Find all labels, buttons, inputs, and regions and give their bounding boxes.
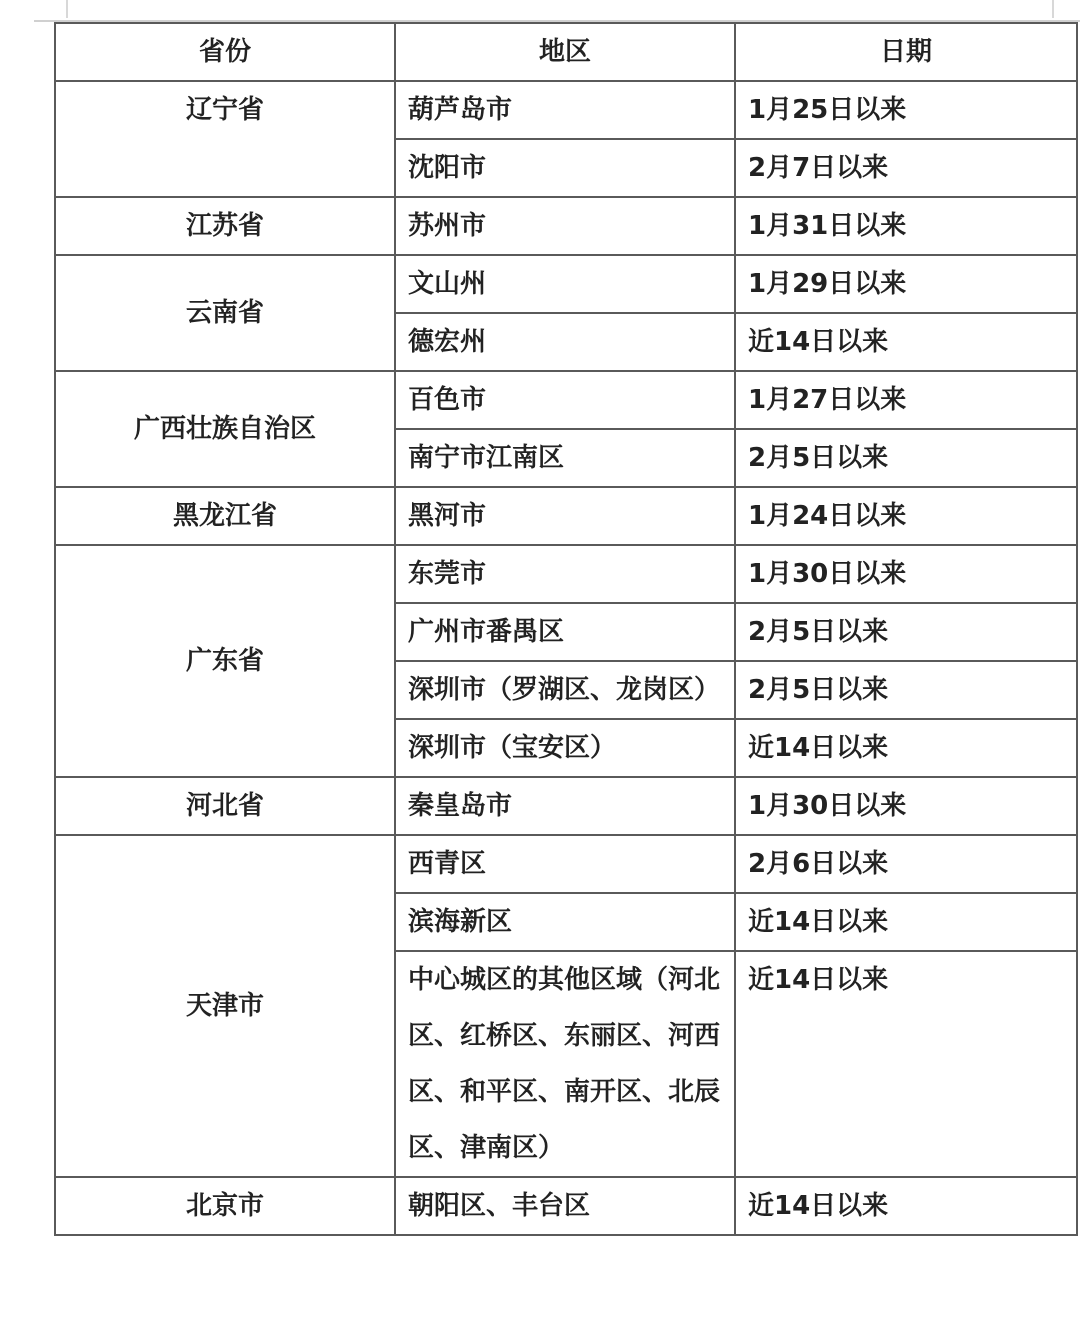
area-cell: 黑河市 [395,487,735,545]
area-cell: 东莞市 [395,545,735,603]
table-row [55,1177,1077,1235]
date-cell: 1月29日以来 [735,255,1077,313]
date-cell: 近14日以来 [735,893,1077,951]
table-row [55,487,1077,545]
area-cell: 广州市番禺区 [395,603,735,661]
province-cell: 辽宁省 [55,81,395,197]
area-cell: 南宁市江南区 [395,429,735,487]
province-cell: 江苏省 [55,197,395,255]
table-body [55,81,1077,1235]
date-cell: 1月31日以来 [735,197,1077,255]
area-cell: 葫芦岛市 [395,81,735,139]
date-cell: 1月24日以来 [735,487,1077,545]
region-table [54,22,1078,1236]
table-header [55,23,1077,81]
area-cell: 中心城区的其他区域（河北区、红桥区、东丽区、河西区、和平区、南开区、北辰区、津南区） [395,951,735,1177]
header-date: 日期 [735,23,1077,81]
date-cell: 近14日以来 [735,1177,1077,1235]
date-cell: 1月27日以来 [735,371,1077,429]
area-cell: 深圳市（罗湖区、龙岗区） [395,661,735,719]
area-cell: 苏州市 [395,197,735,255]
date-cell: 2月5日以来 [735,661,1077,719]
area-cell: 西青区 [395,835,735,893]
area-cell: 沈阳市 [395,139,735,197]
province-cell: 河北省 [55,777,395,835]
header-row [55,23,1077,81]
table-row [55,777,1077,835]
province-cell: 天津市 [55,835,395,1177]
date-cell: 1月25日以来 [735,81,1077,139]
date-cell: 近14日以来 [735,313,1077,371]
area-cell: 文山州 [395,255,735,313]
date-cell: 2月5日以来 [735,603,1077,661]
province-cell: 北京市 [55,1177,395,1235]
province-cell: 广东省 [55,545,395,777]
page-top-edge [66,0,1054,18]
date-cell: 2月6日以来 [735,835,1077,893]
area-cell: 滨海新区 [395,893,735,951]
table-row [55,255,1077,313]
table-row [55,81,1077,139]
province-cell: 黑龙江省 [55,487,395,545]
area-cell: 百色市 [395,371,735,429]
area-cell: 德宏州 [395,313,735,371]
area-cell: 朝阳区、丰台区 [395,1177,735,1235]
province-cell: 广西壮族自治区 [55,371,395,487]
table-row [55,545,1077,603]
header-area: 地区 [395,23,735,81]
date-cell: 2月5日以来 [735,429,1077,487]
date-cell: 2月7日以来 [735,139,1077,197]
area-cell: 秦皇岛市 [395,777,735,835]
header-province: 省份 [55,23,395,81]
table-row [55,835,1077,893]
province-cell: 云南省 [55,255,395,371]
area-cell: 深圳市（宝安区） [395,719,735,777]
date-cell: 1月30日以来 [735,777,1077,835]
table-row [55,371,1077,429]
date-cell: 近14日以来 [735,719,1077,777]
date-cell: 近14日以来 [735,951,1077,1177]
table-row [55,197,1077,255]
date-cell: 1月30日以来 [735,545,1077,603]
